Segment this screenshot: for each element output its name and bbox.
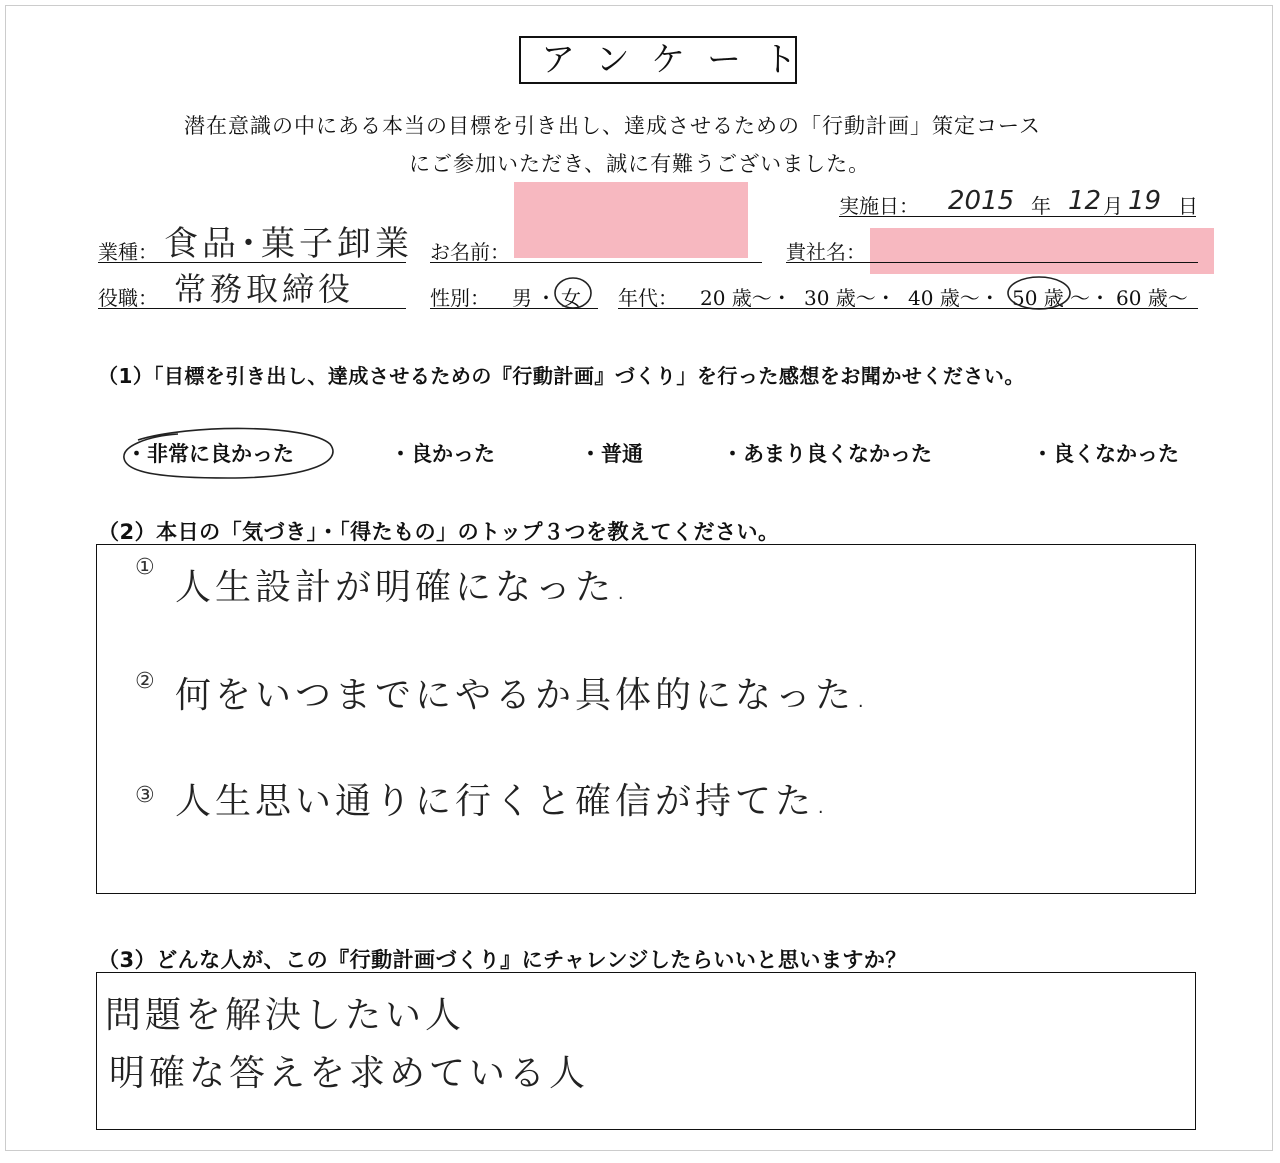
- gender-female: 女: [561, 286, 581, 310]
- company-label: 貴社名：: [786, 240, 866, 264]
- q2-answer-3-text: 人生思い通りに行くと確信が持てた.: [175, 781, 831, 822]
- gender-male: 男: [512, 286, 532, 310]
- q1-option-neutral: ・普通: [580, 442, 643, 466]
- industry-underline: [98, 262, 406, 263]
- company-underline: [786, 262, 1198, 263]
- position-underline: [98, 308, 406, 309]
- q2-answer-2-text: 何をいつまでにやるか具体的になった.: [175, 675, 871, 716]
- gender-female-circle-mark: [554, 276, 594, 312]
- q3-answer-box: [96, 972, 1196, 1130]
- survey-title: アンケート: [519, 36, 797, 84]
- q1-option-bad: ・良くなかった: [1032, 442, 1179, 466]
- date-month-unit: 月: [1103, 194, 1123, 218]
- name-underline: [430, 262, 762, 263]
- q2-answer-3-number: ③: [135, 783, 155, 808]
- q2-text: （2）本日の「気づき」・「得たもの」のトップ３つを教えてください。: [98, 520, 780, 544]
- intro-line-1: 潜在意識の中にある本当の目標を引き出し、達成させるための「行動計画」策定コース: [184, 114, 1041, 138]
- q3-answer-1: 問題を解決したい人: [105, 995, 466, 1036]
- q2-answer-2-number: ②: [135, 669, 155, 694]
- age-60: 60 歳～: [1116, 286, 1188, 310]
- q1-text: （1）「目標を引き出し、達成させるための『行動計画』づくり」を行った感想をお聞かせください。: [98, 364, 1025, 388]
- age-20: 20 歳～・: [700, 286, 792, 310]
- date-label: 実施日：: [839, 194, 919, 218]
- q1-option-good: ・良かった: [390, 442, 495, 466]
- date-year-unit: 年: [1031, 194, 1051, 218]
- industry-value: 食品･菓子卸業: [164, 224, 413, 264]
- gender-label: 性別：: [430, 286, 490, 310]
- q3-answer-2: 明確な答えを求めている人: [109, 1053, 590, 1094]
- age-50-tail: ～・: [1070, 286, 1110, 310]
- position-label: 役職：: [98, 286, 158, 310]
- age-label: 年代：: [618, 286, 678, 310]
- date-day-unit: 日: [1178, 194, 1198, 218]
- industry-label: 業種：: [98, 240, 158, 264]
- survey-page: [5, 5, 1273, 1151]
- q2-answer-1-number: ①: [135, 555, 155, 580]
- q1-selected-circle-mark: [118, 422, 340, 488]
- position-value: 常務取締役: [174, 270, 355, 308]
- company-redaction: [870, 228, 1214, 274]
- q1-option-not-so-good: ・あまり良くなかった: [722, 442, 932, 466]
- date-underline: [839, 216, 1196, 217]
- q2-answer-box: [96, 544, 1196, 894]
- q3-text: （3）どんな人が、この『行動計画づくり』にチャレンジしたらいいと思いますか？: [98, 948, 907, 972]
- name-label: お名前：: [430, 240, 510, 264]
- q1-option-very-good: ・非常に良かった: [126, 442, 294, 466]
- date-day: 19: [1128, 186, 1162, 216]
- gender-separator: ・: [536, 286, 556, 310]
- name-redaction: [514, 182, 748, 258]
- date-month: 12: [1068, 186, 1102, 216]
- age-underline: [618, 308, 1198, 309]
- date-year: 2015: [948, 186, 1015, 216]
- age-40: 40 歳～・: [908, 286, 1000, 310]
- intro-line-2: にご参加いただき、誠に有難うございました。: [409, 152, 871, 176]
- age-50: 50 歳: [1012, 286, 1064, 310]
- gender-underline: [430, 308, 598, 309]
- q2-answer-1-text: 人生設計が明確になった.: [175, 567, 631, 608]
- age-30: 30 歳～・: [804, 286, 896, 310]
